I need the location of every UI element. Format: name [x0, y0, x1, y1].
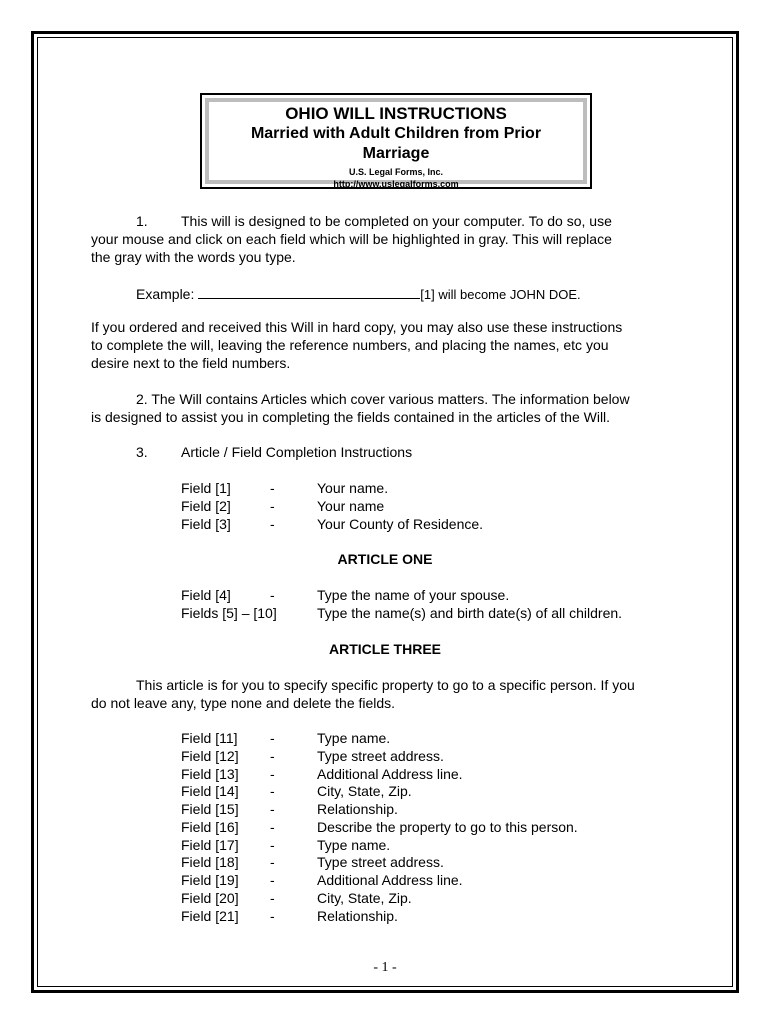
- field-label: Field [15]: [181, 801, 239, 817]
- field-dash: -: [270, 480, 275, 496]
- field-label: Field [19]: [181, 872, 239, 888]
- para2-line2: is designed to assist you in completing the fields contained in the articles of the Will.: [91, 409, 611, 425]
- field-label: Field [20]: [181, 890, 239, 906]
- field-description: Relationship.: [317, 801, 398, 817]
- field-dash: -: [270, 819, 275, 835]
- hardcopy-line3: desire next to the field numbers.: [91, 355, 291, 371]
- field-description: Type name.: [317, 837, 391, 853]
- para1-line3: the gray with the words you type.: [91, 249, 296, 265]
- field-dash: -: [270, 854, 275, 870]
- field-label: Field [13]: [181, 766, 239, 782]
- field-label: Field [2]: [181, 498, 231, 514]
- document-subtitle-line2: Marriage: [362, 145, 430, 162]
- field-label: Field [17]: [181, 837, 239, 853]
- title-box: [200, 93, 592, 189]
- para3-text: Article / Field Completion Instructions: [181, 444, 413, 460]
- field-description: Type the name(s) and birth date(s) of all children.: [317, 605, 623, 621]
- field-label: Field [11]: [181, 730, 238, 746]
- example-label: Example:: [136, 286, 195, 302]
- document-subtitle-line1: Married with Adult Children from Prior: [250, 125, 542, 142]
- field-dash: -: [270, 766, 275, 782]
- page-number: - 1 -: [373, 960, 397, 975]
- hardcopy-line1: If you ordered and received this Will in hard copy, you may also use these instructions: [91, 319, 623, 335]
- field-dash: -: [270, 516, 275, 532]
- para3-number: 3.: [136, 444, 148, 460]
- hardcopy-line2: to complete the will, leaving the reference numbers, and placing the names, etc you: [91, 337, 609, 353]
- field-description: Relationship.: [317, 908, 398, 924]
- field-description: City, State, Zip.: [317, 783, 412, 799]
- field-description: Your name: [317, 498, 385, 514]
- field-label: Field [4]: [181, 587, 231, 603]
- field-label: Field [3]: [181, 516, 231, 532]
- field-label: Field [21]: [181, 908, 239, 924]
- para1-line1: This will is designed to be completed on your computer. To do so, use: [181, 213, 612, 229]
- field-description: Additional Address line.: [317, 766, 463, 782]
- para2-line1: 2. The Will contains Articles which cover various matters. The information below: [136, 391, 630, 407]
- company-name: U.S. Legal Forms, Inc.: [348, 167, 444, 177]
- field-label: Field [14]: [181, 783, 239, 799]
- field-dash: -: [270, 498, 275, 514]
- para1-line2: your mouse and click on each field which will be highlighted in gray. This will replace: [91, 231, 612, 247]
- article-three-heading: ARTICLE THREE: [329, 641, 441, 657]
- field-description: Type the name of your spouse.: [317, 587, 510, 603]
- example-suffix: [1] will become JOHN DOE.: [420, 287, 581, 302]
- document-title: OHIO WILL INSTRUCTIONS: [285, 104, 507, 123]
- field-dash: -: [270, 872, 275, 888]
- article-three-intro-line1: This article is for you to specify specific property to go to a specific person. If you: [136, 677, 635, 693]
- field-label: Field [16]: [181, 819, 239, 835]
- field-dash: -: [270, 908, 275, 924]
- field-dash: -: [270, 801, 275, 817]
- field-description: Additional Address line.: [317, 872, 463, 888]
- field-description: Describe the property to go to this person.: [317, 819, 578, 835]
- field-description: City, State, Zip.: [317, 890, 412, 906]
- field-label: Field [12]: [181, 748, 239, 764]
- company-url[interactable]: http://www.uslegalforms.com: [333, 179, 459, 189]
- field-description: Your County of Residence.: [317, 516, 484, 532]
- example-line: [136, 285, 581, 304]
- field-description: Your name.: [317, 480, 389, 496]
- field-description: Type street address.: [317, 748, 444, 764]
- field-label: Fields [5] – [10]: [181, 605, 277, 621]
- field-dash: -: [270, 748, 275, 764]
- field-description: Type street address.: [317, 854, 444, 870]
- field-label: Field [1]: [181, 480, 231, 496]
- field-dash: -: [270, 837, 275, 853]
- field-dash: -: [270, 587, 275, 603]
- example-blank-field[interactable]: [198, 285, 420, 299]
- para1-number: 1.: [136, 213, 148, 229]
- field-dash: -: [270, 783, 275, 799]
- article-three-intro-line2: do not leave any, type none and delete the fields.: [91, 695, 396, 711]
- title-box-inner: [205, 98, 587, 189]
- field-dash: -: [270, 890, 275, 906]
- article-one-heading: ARTICLE ONE: [337, 551, 433, 567]
- field-description: Type name.: [317, 730, 391, 746]
- field-label: Field [18]: [181, 854, 239, 870]
- field-dash: -: [270, 730, 275, 746]
